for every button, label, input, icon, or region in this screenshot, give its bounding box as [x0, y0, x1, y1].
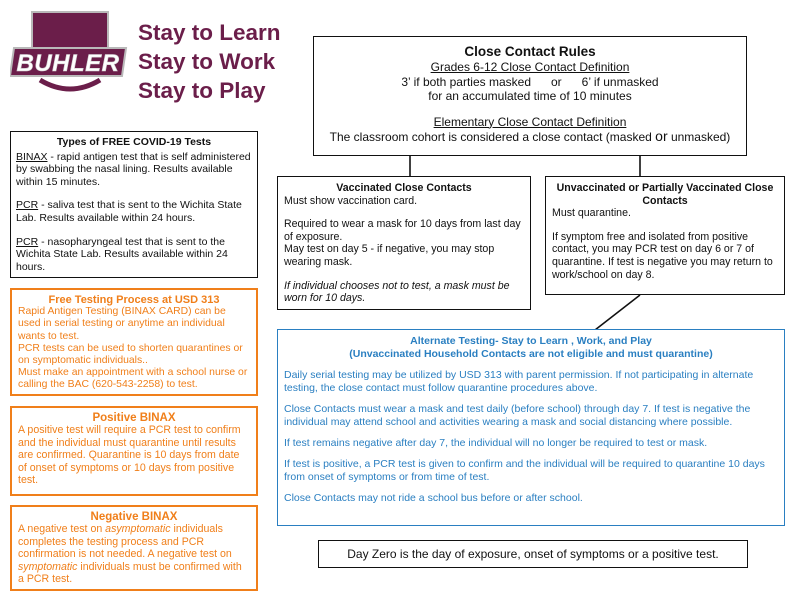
vaccinated-line2: Required to wear a mask for 10 days from last day of exposure.: [284, 218, 521, 243]
alternate-p2: Close Contacts must wear a mask and test daily (before school) through day 7. If test is negative the individual may attend school and activities wearing a mask and social distancing where possible.: [284, 403, 751, 428]
alternate-p3: If test remains negative after day 7, the individual will no longer be required to test or mask.: [284, 437, 708, 449]
vaccinated-title: Vaccinated Close Contacts: [336, 182, 472, 194]
day-zero-text: Day Zero is the day of exposure, onset of symptoms or a positive test.: [347, 547, 719, 561]
close-contact-rules-title: Close Contact Rules: [464, 44, 596, 59]
logo-text: BUHLER: [16, 50, 120, 77]
grades-time: for an accumulated time of 10 minutes: [428, 89, 632, 103]
day-zero-box: [318, 540, 748, 568]
alternate-subtitle: (Unvaccinated Household Contacts are not eligible and must quarantine): [349, 348, 713, 360]
free-testing-line2: PCR tests can be used to shorten quarantines or on symptomatic individuals..: [18, 342, 243, 367]
free-testing-line3: Must make an appointment with a school nurse or calling the BAC (620-543-2258) to test.: [18, 367, 248, 391]
positive-binax-text: A positive test will require a PCR test to confirm and the individual must quarantine until results are confirmed. Quarantine is 10 days from date of onset of symptoms or 10 days from positive test.: [18, 424, 241, 487]
vaccinated-line1: Must show vaccination card.: [284, 194, 418, 207]
alternate-p4: If test is positive, a PCR test is given to confirm and the individual will be required to quarantine 10 days from onset of symptoms or from time of test.: [284, 458, 765, 483]
vaccinated-line3: May test on day 5 - if negative, you may stop wearing mask.: [284, 243, 495, 268]
elementary-heading: Elementary Close Contact Definition: [433, 114, 627, 129]
negative-binax-box: [10, 505, 258, 591]
grades-distance: 3’ if both parties masked or 6’ if unmasked: [401, 74, 659, 89]
elementary-text: The classroom cohort is considered a close contact (masked or unmasked): [329, 128, 731, 144]
tagline-learn: Stay to Learn: [138, 20, 281, 45]
unvaccinated-line2: If symptom free and isolated from positive contact, you may PCR test on day 6 or 7 of quarantine. If test is negative you may return to work/school on day 8.: [552, 230, 773, 281]
tagline-work: Stay to Work: [138, 49, 276, 74]
alternate-p1: Daily serial testing may be utilized by USD 313 with parent permission. If not participating in alternate testing, the close contact must follow quarantine procedures above.: [284, 369, 754, 394]
alternate-title: Alternate Testing- Stay to Learn , Work, and Play: [410, 335, 652, 347]
pcr-saliva-description: PCR - saliva test that is sent to the Wichita State Lab. Results available within 24 hours.: [16, 199, 242, 224]
vaccinated-line4: If individual chooses not to test, a mask must be worn for 10 days.: [284, 279, 510, 305]
negative-binax-text: A negative test on asymptomatic individuals completes the testing process and PCR confirmation is not needed. A negative test on symptomatic individuals must be confirmed with a PCR test.: [18, 523, 242, 586]
unvaccinated-line1: Must quarantine.: [552, 207, 631, 220]
buhler-logo: [10, 10, 130, 105]
negative-binax-title: Negative BINAX: [90, 511, 178, 523]
binax-description: BINAX - rapid antigen test that is self administered by swabbing the nasal lining. Results available within 15 minutes.: [16, 150, 251, 188]
positive-binax-box: [10, 406, 258, 496]
free-testing-title: Free Testing Process at USD 313: [48, 294, 220, 306]
unvaccinated-box: [545, 176, 785, 295]
alternate-testing-box: [277, 329, 785, 526]
grades-heading: Grades 6-12 Close Contact Definition: [430, 60, 630, 74]
tagline-play: Stay to Play: [138, 78, 266, 103]
tagline: [138, 18, 281, 105]
alternate-p5: Close Contacts may not ride a school bus before or after school.: [284, 492, 583, 504]
unvaccinated-title: Unvaccinated or Partially Vaccinated Close Contacts: [556, 182, 774, 207]
free-testing-line1: Rapid Antigen Testing (BINAX CARD) can be used in serial testing or anytime an individual wants to test.: [18, 306, 226, 342]
positive-binax-title: Positive BINAX: [92, 412, 176, 424]
free-tests-box: [10, 131, 258, 278]
pcr-nasopharyngeal-description: PCR - nasopharyngeal test that is sent to the Wichita State Lab. Results available within 24 hours.: [16, 235, 228, 273]
close-contact-rules-box: [313, 36, 747, 156]
free-tests-title: Types of FREE COVID-19 Tests: [56, 136, 212, 148]
vaccinated-box: [277, 176, 531, 310]
free-testing-process-box: [10, 288, 258, 396]
